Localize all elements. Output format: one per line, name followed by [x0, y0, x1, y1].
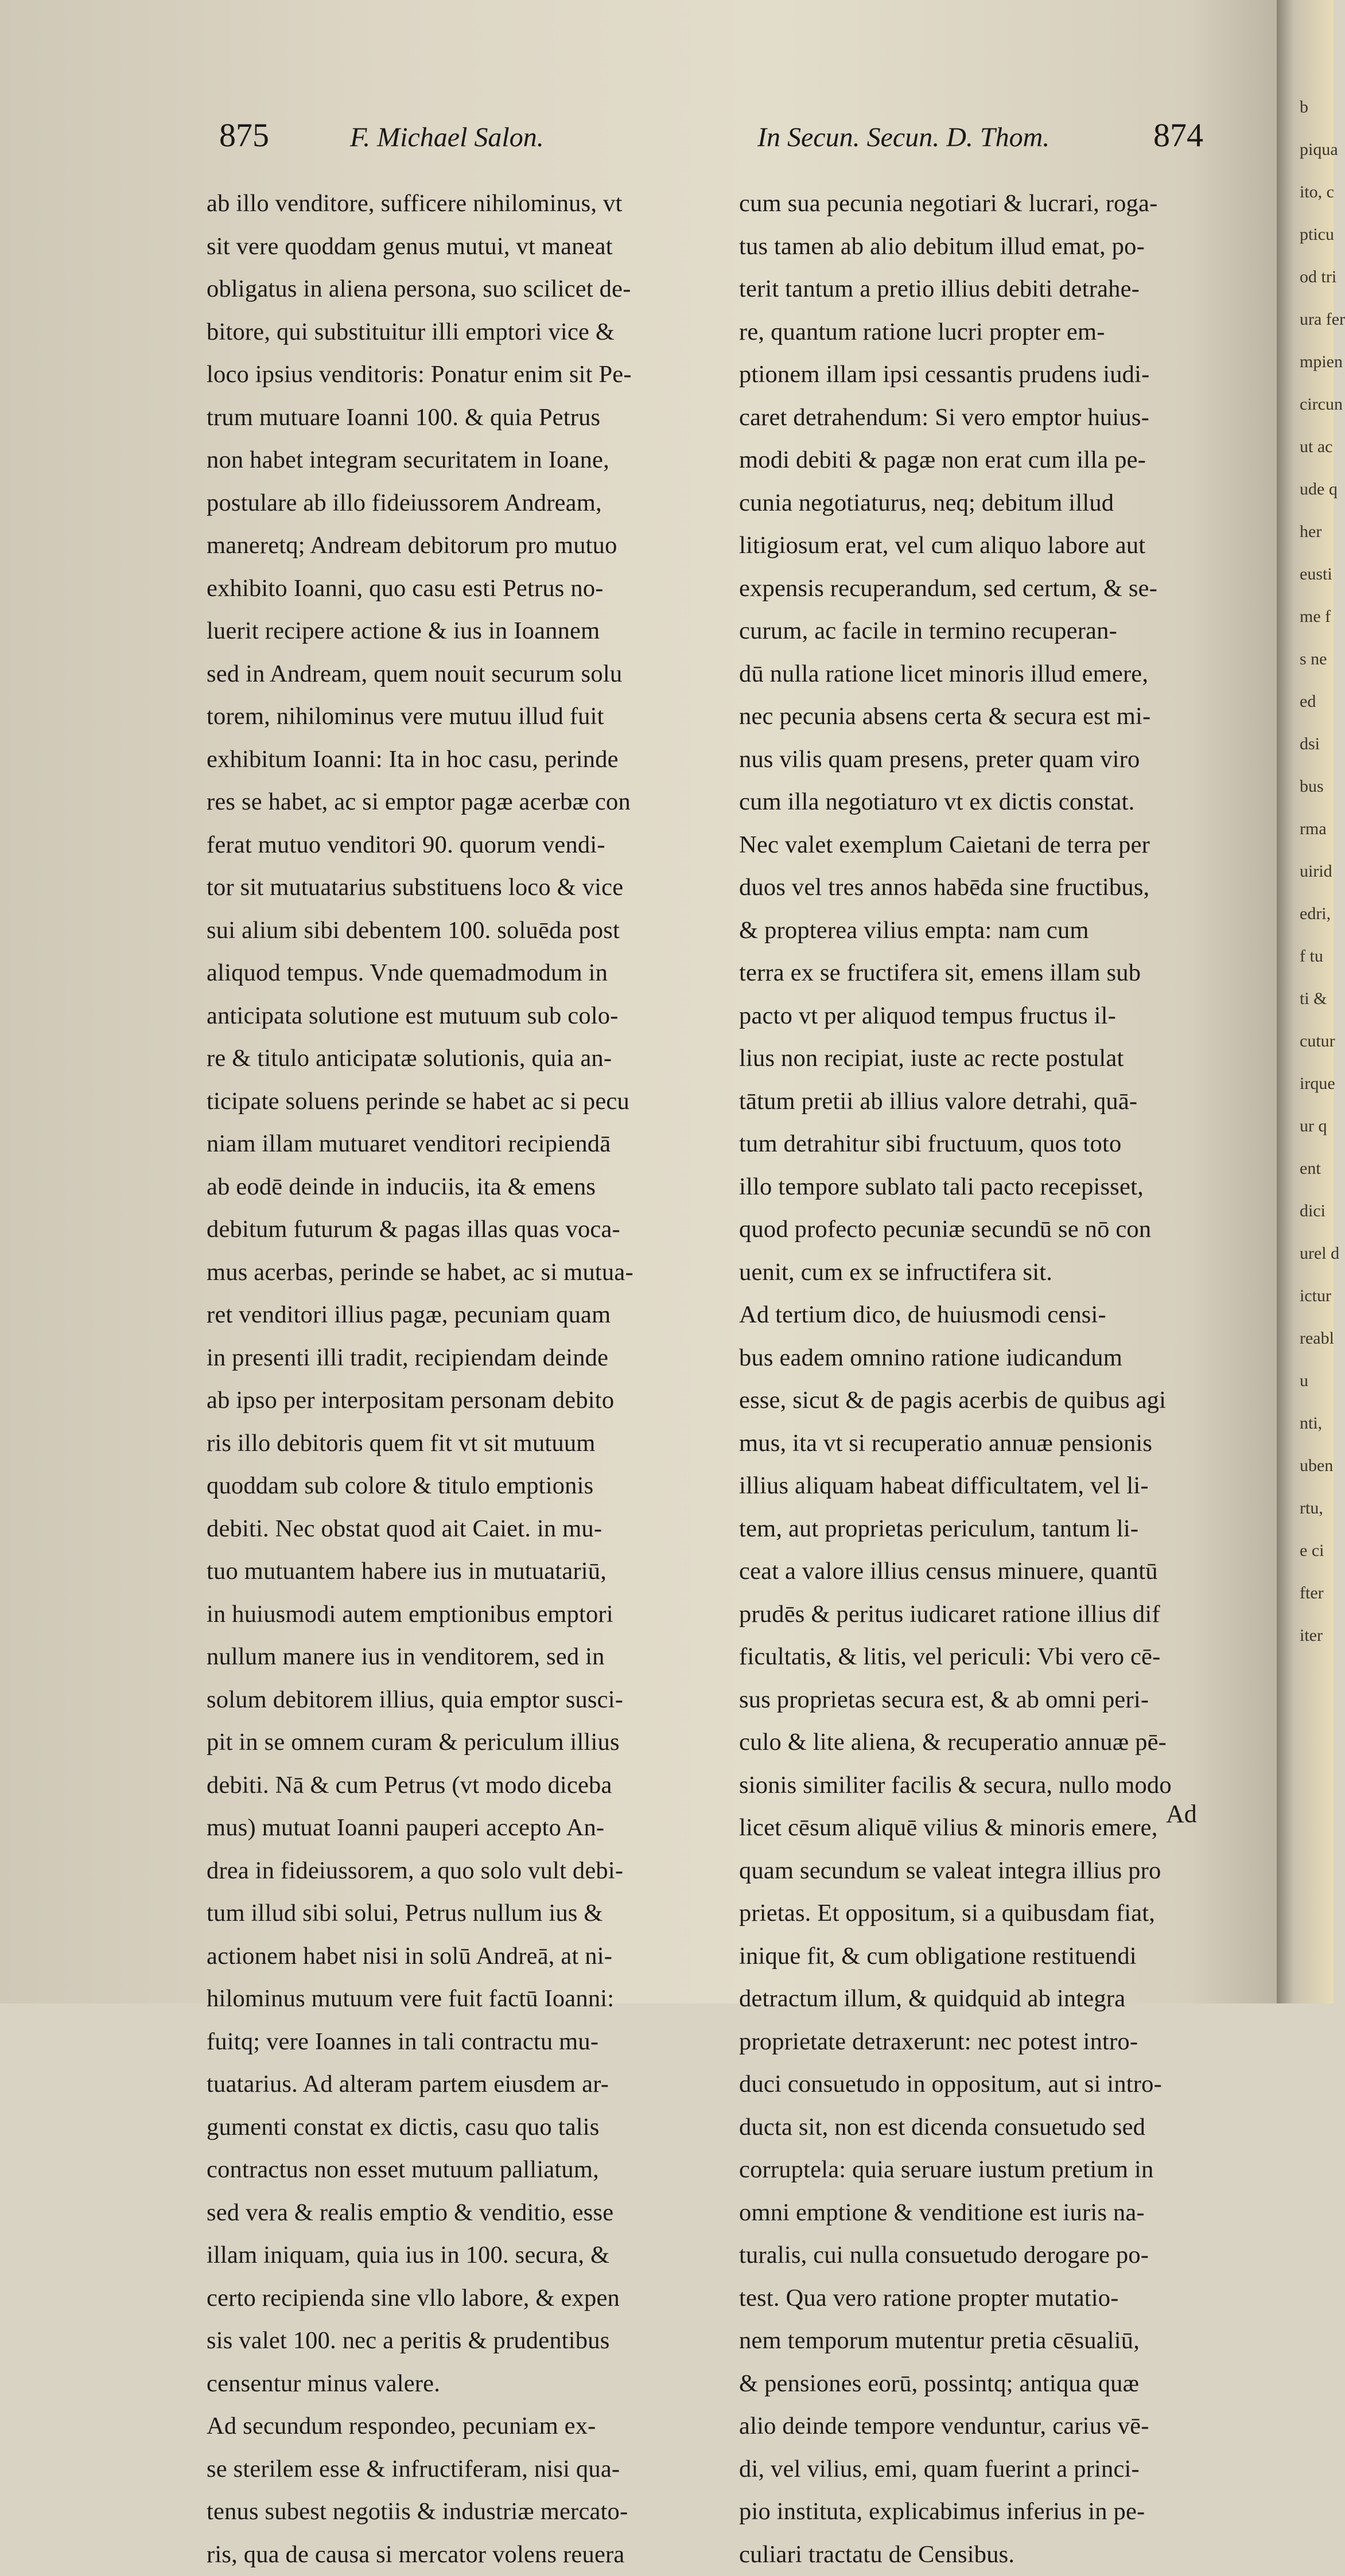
text-line: esse, sicut & de pagis acerbis de quibus agi: [739, 1379, 1218, 1422]
text-line: sui alium sibi debentem 100. soluēda post: [207, 909, 717, 952]
right-text-column: [739, 182, 1218, 2576]
text-line: ticipate soluens perinde se habet ac si pecu: [207, 1080, 717, 1123]
text-line: licet cēsum aliquē vilius & minoris emere,: [739, 1807, 1218, 1850]
text-line: Ad secundum respondeo, pecuniam ex-: [207, 2405, 717, 2448]
next-page-fragment: ent: [1277, 1147, 1334, 1190]
text-line: loco ipsius venditoris: Ponatur enim sit Pe-: [207, 353, 717, 396]
text-line: sis valet 100. nec a peritis & prudentibus: [207, 2320, 717, 2363]
text-line: omni emptione & venditione est iuris na-: [739, 2192, 1218, 2235]
text-line: culo & lite aliena, & recuperatio annuæ pē-: [739, 1721, 1218, 1764]
text-line: quam secundum se valeat integra illius pro: [739, 1850, 1218, 1893]
next-page-fragment: uben: [1277, 1445, 1334, 1487]
next-page-fragment: piqua: [1277, 129, 1334, 171]
text-line: turalis, cui nulla consuetudo derogare po-: [739, 2234, 1218, 2277]
text-line: censentur minus valere.: [207, 2363, 717, 2406]
next-page-fragment: u: [1277, 1360, 1334, 1402]
text-line: postulare ab illo fideiussorem Andream,: [207, 482, 717, 525]
text-line: terit tantum a pretio illius debiti detrahe-: [739, 268, 1218, 311]
text-line: debitum futurum & pagas illas quas voca-: [207, 1208, 717, 1251]
next-page-fragment: f tu: [1277, 935, 1334, 978]
next-page-fragment: dici: [1277, 1190, 1334, 1232]
text-line: di, vel vilius, emi, quam fuerint a princi-: [739, 2448, 1218, 2491]
text-line: ab ipso per interpositam personam debito: [207, 1379, 717, 1422]
next-page-fragment: urel d: [1277, 1232, 1334, 1275]
next-page-fragment: pticu: [1277, 213, 1334, 256]
left-page-number: 875: [219, 116, 269, 154]
text-line: corruptela: quia seruare iustum pretium in: [739, 2149, 1218, 2192]
text-line: & propterea vilius empta: nam cum: [739, 909, 1218, 952]
next-page-fragment: ura fer: [1277, 298, 1334, 341]
text-line: niam illam mutuaret venditori recipiendā: [207, 1123, 717, 1166]
text-line: sed vera & realis emptio & venditio, esse: [207, 2192, 717, 2235]
text-line: ris illo debitoris quem fit vt sit mutuum: [207, 1422, 717, 1465]
next-page-fragment: uirid: [1277, 850, 1334, 893]
next-page-fragment: iter: [1277, 1614, 1334, 1657]
text-line: Nec valet exemplum Caietani de terra per: [739, 824, 1218, 867]
text-line: re, quantum ratione lucri propter em-: [739, 311, 1218, 354]
text-line: luerit recipere actione & ius in Ioannem: [207, 610, 717, 653]
text-line: cum illa negotiaturo vt ex dictis constat.: [739, 781, 1218, 824]
text-line: ptionem illam ipsi cessantis prudens iudi-: [739, 353, 1218, 396]
text-line: anticipata solutione est mutuum sub colo-: [207, 995, 717, 1038]
text-line: illo tempore sublato tali pacto recepisset,: [739, 1166, 1218, 1209]
text-line: sit vere quoddam genus mutui, vt maneat: [207, 225, 717, 269]
text-line: cum sua pecunia negotiari & lucrari, roga-: [739, 182, 1218, 225]
text-line: mus, ita vt si recuperatio annuæ pensionis: [739, 1422, 1218, 1465]
text-line: maneretq; Andream debitorum pro mutuo: [207, 524, 717, 567]
text-line: in presenti illi tradit, recipiendam deinde: [207, 1337, 717, 1380]
text-line: tuatarius. Ad alteram partem eiusdem ar-: [207, 2063, 717, 2106]
text-line: prietas. Et oppositum, si a quibusdam fiat,: [739, 1892, 1218, 1935]
text-line: tuo mutuantem habere ius in mutuatariū,: [207, 1550, 717, 1593]
text-line: pit in se omnem curam & periculum illius: [207, 1721, 717, 1764]
text-line: tem, aut proprietas periculum, tantum li-: [739, 1508, 1218, 1551]
text-line: ficultatis, & litis, vel periculi: Vbi vero cē-: [739, 1636, 1218, 1679]
text-line: proprietate detraxerunt: nec potest intro-: [739, 2021, 1218, 2064]
catchword: Ad: [1166, 1799, 1197, 1828]
text-line: & pensiones eorū, possintq; antiqua quæ: [739, 2363, 1218, 2406]
text-line: pacto vt per aliquod tempus fructus il-: [739, 995, 1218, 1038]
text-line: nus vilis quam presens, preter quam viro: [739, 738, 1218, 781]
text-line: re & titulo anticipatæ solutionis, quia an-: [207, 1037, 717, 1080]
text-line: detractum illum, & quidquid ab integra: [739, 1978, 1218, 2021]
text-line: debiti. Nā & cum Petrus (vt modo diceba: [207, 1764, 717, 1807]
text-line: tum illud sibi solui, Petrus nullum ius &: [207, 1892, 717, 1935]
text-line: quoddam sub colore & titulo emptionis: [207, 1465, 717, 1508]
text-line: bitore, qui substituitur illi emptori vice &: [207, 311, 717, 354]
text-line: alio deinde tempore venduntur, carius vē-: [739, 2405, 1218, 2448]
text-line: obligatus in aliena persona, suo scilicet de-: [207, 268, 717, 311]
next-page-fragment: rma: [1277, 808, 1334, 850]
next-page-fragment: mpien: [1277, 341, 1334, 383]
work-running-head: In Secun. Secun. D. Thom.: [757, 122, 1049, 153]
text-line: fuitq; vere Ioannes in tali contractu mu-: [207, 2021, 717, 2064]
text-line: exhibito Ioanni, quo casu esti Petrus no-: [207, 567, 717, 610]
text-line: inique fit, & cum obligatione restituendi: [739, 1935, 1218, 1978]
text-line: terra ex se fructifera sit, emens illam sub: [739, 952, 1218, 995]
text-line: mus acerbas, perinde se habet, ac si mutua-: [207, 1251, 717, 1294]
next-page-fragment: reabl: [1277, 1317, 1334, 1360]
text-line: dū nulla ratione licet minoris illud emere,: [739, 653, 1218, 696]
text-line: uenit, cum ex se infructifera sit.: [739, 1251, 1218, 1294]
next-page-fragment: ut ac: [1277, 426, 1334, 468]
next-page-fragment: od tri: [1277, 256, 1334, 298]
right-page-number: 874: [1153, 116, 1203, 154]
text-line: lius non recipiat, iuste ac recte postulat: [739, 1037, 1218, 1080]
text-line: ducta sit, non est dicenda consuetudo sed: [739, 2106, 1218, 2149]
next-page-fragment: ito, c: [1277, 171, 1334, 213]
text-line: tenus subest negotiis & industriæ mercato-: [207, 2491, 717, 2534]
next-page-fragment: me f: [1277, 596, 1334, 638]
text-line: curum, ac facile in termino recuperan-: [739, 610, 1218, 653]
text-line: Ad tertium dico, de huiusmodi censi-: [739, 1294, 1218, 1337]
text-line: nullum manere ius in venditorem, sed in: [207, 1636, 717, 1679]
text-line: tum detrahitur sibi fructuum, quos toto: [739, 1123, 1218, 1166]
text-line: modi debiti & pagæ non erat cum illa pe-: [739, 439, 1218, 482]
text-line: duci consuetudo in oppositum, aut si intro-: [739, 2063, 1218, 2106]
text-line: expensis recuperandum, sed certum, & se-: [739, 567, 1218, 610]
text-line: res se habet, ac si emptor pagæ acerbæ con: [207, 781, 717, 824]
next-page-edge: [1277, 0, 1334, 2003]
next-page-fragment: s ne: [1277, 638, 1334, 680]
next-page-fragment: eusti: [1277, 553, 1334, 596]
text-line: pio instituta, explicabimus inferius in pe-: [739, 2491, 1218, 2534]
text-line: debiti. Nec obstat quod ait Caiet. in mu-: [207, 1508, 717, 1551]
text-line: illius aliquam habeat difficultatem, vel li-: [739, 1465, 1218, 1508]
text-line: exhibitum Ioanni: Ita in hoc casu, perinde: [207, 738, 717, 781]
next-page-fragment: fter: [1277, 1572, 1334, 1614]
next-page-fragment: bus: [1277, 765, 1334, 808]
author-running-head: F. Michael Salon.: [350, 122, 544, 153]
text-line: se sterilem esse & infructiferam, nisi qua-: [207, 2448, 717, 2491]
text-line: ceat a valore illius census minuere, quantū: [739, 1550, 1218, 1593]
text-line: sus proprietas secura est, & ab omni peri-: [739, 1679, 1218, 1722]
text-line: tus tamen ab alio debitum illud emat, po-: [739, 225, 1218, 269]
text-line: bus eadem omnino ratione iudicandum: [739, 1337, 1218, 1380]
text-line: ab illo venditore, sufficere nihilominus, vt: [207, 182, 717, 225]
text-line: contractus non esset mutuum palliatum,: [207, 2149, 717, 2192]
text-line: ferat mutuo venditori 90. quorum vendi-: [207, 824, 717, 867]
text-line: sionis similiter facilis & secura, nullo modo: [739, 1764, 1218, 1807]
text-line: torem, nihilominus vere mutuu illud fuit: [207, 695, 717, 738]
next-page-fragment: cutur: [1277, 1020, 1334, 1063]
text-line: sed in Andream, quem nouit securum solu: [207, 653, 717, 696]
text-line: tātum pretii ab illius valore detrahi, quā-: [739, 1080, 1218, 1123]
text-line: non habet integram securitatem in Ioane,: [207, 439, 717, 482]
text-line: duos vel tres annos habēda sine fructibus,: [739, 866, 1218, 909]
text-line: illam iniquam, quia ius in 100. secura, &: [207, 2234, 717, 2277]
next-page-fragment: ur q: [1277, 1105, 1334, 1147]
text-line: tor sit mutuatarius substituens loco & vice: [207, 866, 717, 909]
text-line: prudēs & peritus iudicaret ratione illius dif: [739, 1593, 1218, 1636]
text-line: mus) mutuat Ioanni pauperi accepto An-: [207, 1807, 717, 1850]
next-page-fragment: ictur: [1277, 1275, 1334, 1317]
text-line: aliquod tempus. Vnde quemadmodum in: [207, 952, 717, 995]
text-line: solum debitorem illius, quia emptor susci-: [207, 1679, 717, 1722]
text-line: gumenti constat ex dictis, casu quo talis: [207, 2106, 717, 2149]
text-line: ret venditori illius pagæ, pecuniam quam: [207, 1294, 717, 1337]
text-line: nec pecunia absens certa & secura est mi-: [739, 695, 1218, 738]
text-line: certo recipienda sine vllo labore, & expen: [207, 2277, 717, 2320]
text-line: caret detrahendum: Si vero emptor huius-: [739, 396, 1218, 439]
next-page-fragment: edri,: [1277, 893, 1334, 935]
running-header: [0, 108, 1262, 159]
next-page-fragment: e ci: [1277, 1530, 1334, 1572]
text-line: nem temporum mutentur pretia cēsualiū,: [739, 2320, 1218, 2363]
text-line: cunia negotiaturus, neq; debitum illud: [739, 482, 1218, 525]
next-page-fragment: ude q: [1277, 468, 1334, 511]
next-page-fragment: dsi: [1277, 723, 1334, 765]
left-text-column: [207, 182, 717, 2576]
text-line: in huiusmodi autem emptionibus emptori: [207, 1593, 717, 1636]
text-line: culiari tractatu de Censibus.: [739, 2534, 1218, 2576]
text-line: test. Qua vero ratione propter mutatio-: [739, 2277, 1218, 2320]
next-page-fragment: ti &: [1277, 978, 1334, 1020]
next-page-fragment: b: [1277, 86, 1334, 129]
next-page-fragment: nti,: [1277, 1402, 1334, 1445]
next-page-fragment: her: [1277, 511, 1334, 553]
text-line: hilominus mutuum vere fuit factū Ioanni:: [207, 1978, 717, 2021]
next-page-fragment: ed: [1277, 680, 1334, 723]
next-page-fragment: irque: [1277, 1063, 1334, 1105]
text-line: ab eodē deinde in induciis, ita & emens: [207, 1166, 717, 1209]
text-line: trum mutuare Ioanni 100. & quia Petrus: [207, 396, 717, 439]
next-page-fragment: rtu,: [1277, 1487, 1334, 1530]
text-line: ris, qua de causa si mercator volens reuera: [207, 2534, 717, 2576]
text-line: actionem habet nisi in solū Andreā, at ni-: [207, 1935, 717, 1978]
text-line: litigiosum erat, vel cum aliquo labore aut: [739, 524, 1218, 567]
next-page-fragment: circun: [1277, 383, 1334, 426]
text-line: quod profecto pecuniæ secundū se nō con: [739, 1208, 1218, 1251]
text-line: drea in fideiussorem, a quo solo vult debi-: [207, 1850, 717, 1893]
